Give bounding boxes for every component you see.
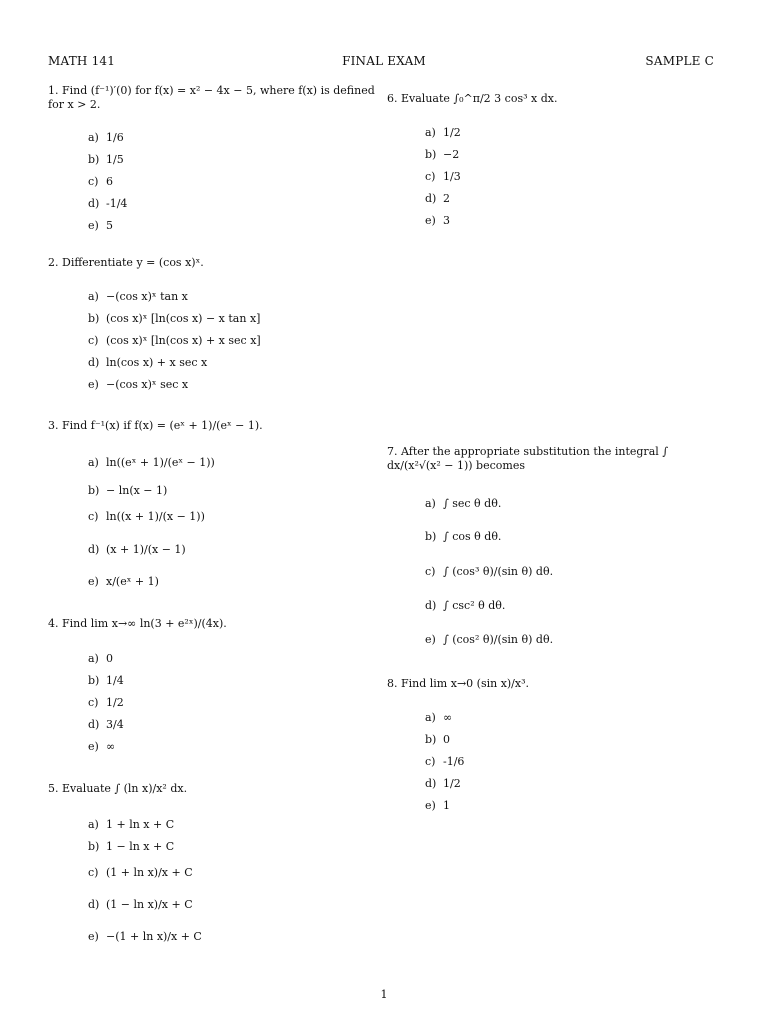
option-2a[interactable]: a) −(cos x)ˣ tan x (88, 290, 188, 303)
question-2 (48, 256, 380, 270)
option-7a[interactable]: a) ∫ sec θ dθ. (425, 497, 502, 510)
option-5b[interactable]: b) 1 − ln x + C (88, 840, 175, 853)
option-2e[interactable]: e) −(cos x)ˣ sec x (88, 378, 189, 391)
option-6d[interactable]: d) 2 (425, 192, 450, 205)
question-number: 5. (48, 782, 59, 795)
question-3 (48, 419, 380, 433)
question-text: Evaluate ∫₀^π/2 3 cos³ x dx. (401, 92, 558, 105)
option-1c[interactable]: c) 6 (88, 175, 113, 188)
option-2b[interactable]: b) (cos x)ˣ [ln(cos x) − x tan x] (88, 312, 261, 325)
option-3a[interactable]: a) ln((eˣ + 1)/(eˣ − 1)) (88, 456, 215, 469)
option-1b[interactable]: b) 1/5 (88, 153, 124, 166)
question-1 (48, 84, 380, 113)
option-4b[interactable]: b) 1/4 (88, 674, 124, 687)
page-number: 1 (380, 988, 388, 1001)
option-4d[interactable]: d) 3/4 (88, 718, 124, 731)
option-2d[interactable]: d) ln(cos x) + x sec x (88, 356, 208, 369)
question-text: Evaluate ∫ (ln x)/x² dx. (62, 782, 188, 795)
option-1a[interactable]: a) 1/6 (88, 131, 124, 144)
option-5c[interactable]: c) (1 + ln x)/x + C (88, 866, 193, 879)
option-3b[interactable]: b) − ln(x − 1) (88, 484, 168, 497)
question-6 (387, 92, 717, 106)
option-4c[interactable]: c) 1/2 (88, 696, 124, 709)
option-6a[interactable]: a) 1/2 (425, 126, 461, 139)
question-text: Differentiate y = (cos x)ˣ. (62, 256, 204, 269)
option-8c[interactable]: c) -1/6 (425, 755, 465, 768)
option-6c[interactable]: c) 1/3 (425, 170, 461, 183)
option-3c[interactable]: c) ln((x + 1)/(x − 1)) (88, 510, 205, 523)
option-7c[interactable]: c) ∫ (cos³ θ)/(sin θ) dθ. (425, 565, 554, 578)
option-5e[interactable]: e) −(1 + ln x)/x + C (88, 930, 202, 943)
option-3e[interactable]: e) x/(eˣ + 1) (88, 575, 159, 588)
question-text: Find lim x→0 (sin x)/x³. (401, 677, 529, 690)
question-5 (48, 782, 380, 796)
question-text: Find lim x→∞ ln(3 + e²ˣ)/(4x). (62, 617, 227, 630)
question-number: 8. (387, 677, 398, 690)
exam-title: FINAL EXAM (342, 54, 426, 68)
option-8d[interactable]: d) 1/2 (425, 777, 461, 790)
option-8a[interactable]: a) ∞ (425, 711, 453, 724)
question-8 (387, 677, 717, 691)
option-7d[interactable]: d) ∫ csc² θ dθ. (425, 599, 506, 612)
option-8b[interactable]: b) 0 (425, 733, 450, 746)
option-5a[interactable]: a) 1 + ln x + C (88, 818, 175, 831)
question-number: 7. (387, 445, 398, 458)
option-3d[interactable]: d) (x + 1)/(x − 1) (88, 543, 186, 556)
question-text: After the appropriate substitution the integral ∫ dx/(x²√(x² − 1)) becomes (387, 445, 668, 473)
option-2c[interactable]: c) (cos x)ˣ [ln(cos x) + x sec x] (88, 334, 261, 347)
course-label: MATH 141 (48, 54, 116, 68)
option-6b[interactable]: b) −2 (425, 148, 460, 161)
option-8e[interactable]: e) 1 (425, 799, 450, 812)
question-number: 3. (48, 419, 59, 432)
question-number: 1. (48, 84, 59, 97)
option-4a[interactable]: a) 0 (88, 652, 113, 665)
question-text: Find (f⁻¹)′(0) for f(x) = x² − 4x − 5, where f(x) is defined for x > 2. (48, 84, 375, 112)
question-number: 6. (387, 92, 398, 105)
option-7b[interactable]: b) ∫ cos θ dθ. (425, 530, 502, 543)
question-7 (387, 445, 717, 474)
question-number: 4. (48, 617, 59, 630)
sample-label: SAMPLE C (645, 54, 714, 68)
option-5d[interactable]: d) (1 − ln x)/x + C (88, 898, 193, 911)
question-text: Find f⁻¹(x) if f(x) = (eˣ + 1)/(eˣ − 1). (62, 419, 263, 432)
option-7e[interactable]: e) ∫ (cos² θ)/(sin θ) dθ. (425, 633, 554, 646)
option-6e[interactable]: e) 3 (425, 214, 450, 227)
option-1d[interactable]: d) -1/4 (88, 197, 128, 210)
option-1e[interactable]: e) 5 (88, 219, 113, 232)
question-number: 2. (48, 256, 59, 269)
option-4e[interactable]: e) ∞ (88, 740, 116, 753)
question-4 (48, 617, 380, 631)
